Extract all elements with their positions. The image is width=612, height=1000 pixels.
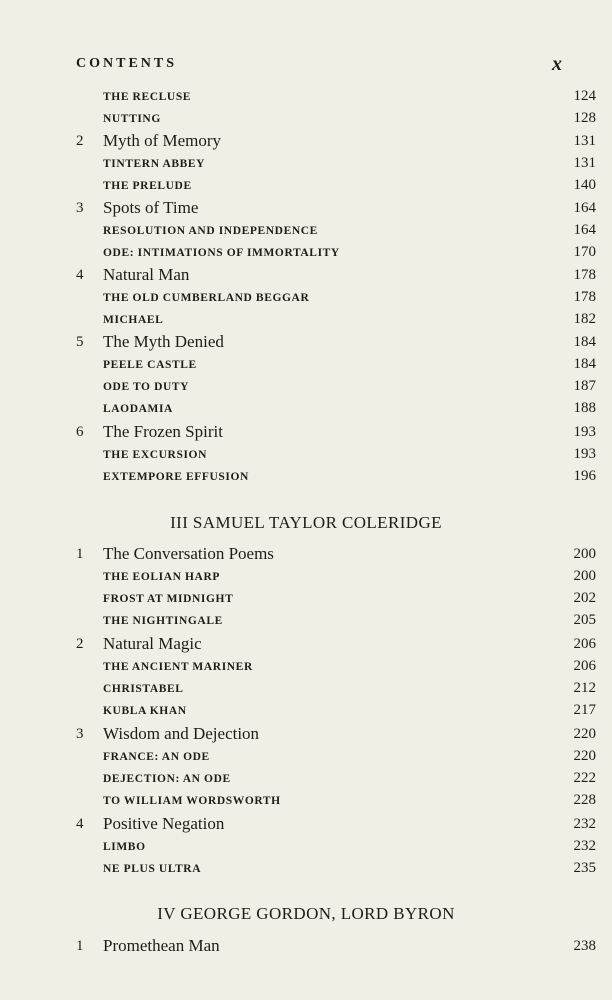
chapter-number: 3: [76, 200, 84, 216]
page-number: 164: [573, 222, 596, 238]
section-title: FROST AT MIDNIGHT: [103, 593, 234, 605]
section-title: THE ANCIENT MARINER: [103, 661, 253, 673]
section-entry: [0, 612, 612, 634]
chapter-entry: [0, 332, 612, 354]
page-number: 170: [573, 244, 596, 260]
page-number: 131: [573, 133, 596, 149]
chapter-title: Wisdom and Dejection: [103, 724, 260, 743]
chapter-entry: [0, 422, 612, 444]
section-title: TINTERN ABBEY: [103, 158, 206, 170]
section-title: THE NIGHTINGALE: [103, 615, 223, 627]
chapter-title: The Myth Denied: [103, 332, 224, 351]
chapter-title: Natural Man: [103, 265, 190, 284]
section-entry: [0, 468, 612, 490]
chapter-entry: [0, 936, 612, 958]
page-number: 235: [573, 860, 596, 876]
section-entry: [0, 155, 612, 177]
section-title: MICHAEL: [103, 314, 164, 326]
chapter-entry: [0, 634, 612, 656]
roman-page-number: x: [552, 53, 562, 75]
chapter-title: Spots of Time: [103, 198, 199, 217]
page-number: 222: [573, 770, 596, 786]
section-title: THE EOLIAN HARP: [103, 571, 220, 583]
chapter-entry: [0, 724, 612, 746]
section-title: RESOLUTION AND INDEPENDENCE: [103, 225, 318, 237]
page-number: 238: [573, 938, 596, 954]
page-number: 193: [573, 424, 596, 440]
section-title: LAODAMIA: [103, 403, 173, 415]
section-title: DEJECTION: AN ODE: [103, 773, 231, 785]
chapter-number: 5: [76, 334, 84, 350]
section-entry: [0, 838, 612, 860]
page-number: 182: [573, 311, 596, 327]
page-number: 206: [573, 658, 596, 674]
section-title: KUBLA KHAN: [103, 705, 187, 717]
chapter-number: 1: [76, 938, 84, 954]
section-entry: [0, 311, 612, 333]
contents-title: CONTENTS: [76, 56, 178, 71]
chapter-number: 2: [76, 133, 84, 149]
chapter-entry: [0, 814, 612, 836]
section-entry: [0, 446, 612, 468]
section-title: FRANCE: AN ODE: [103, 751, 210, 763]
chapter-title: Natural Magic: [103, 634, 202, 653]
page-header: [76, 53, 562, 76]
page-number: 164: [573, 200, 596, 216]
section-entry: [0, 748, 612, 770]
section-entry: [0, 770, 612, 792]
section-entry: [0, 590, 612, 612]
page-number: 178: [573, 289, 596, 305]
section-entry: [0, 222, 612, 244]
chapter-number: 6: [76, 424, 84, 440]
page-number: 178: [573, 267, 596, 283]
section-entry: [0, 658, 612, 680]
page-number: 232: [573, 816, 596, 832]
section-title: LIMBO: [103, 841, 146, 853]
chapter-number: 1: [76, 546, 84, 562]
page-number: 206: [573, 636, 596, 652]
part-heading: IV GEORGE GORDON, LORD BYRON: [157, 904, 455, 923]
section-title: NUTTING: [103, 113, 161, 125]
chapter-entry: [0, 131, 612, 153]
page-number: 128: [573, 110, 596, 126]
section-title: CHRISTABEL: [103, 683, 184, 695]
section-title: ODE TO DUTY: [103, 381, 190, 393]
section-entry: [0, 400, 612, 422]
page-number: 193: [573, 446, 596, 462]
chapter-title: Promethean Man: [103, 936, 220, 955]
section-entry: [0, 110, 612, 132]
chapter-entry: [0, 265, 612, 287]
section-title: THE OLD CUMBERLAND BEGGAR: [103, 292, 310, 304]
chapter-title: Myth of Memory: [103, 131, 222, 150]
section-entry: [0, 568, 612, 590]
section-title: THE PRELUDE: [103, 180, 192, 192]
section-title: TO WILLIAM WORDSWORTH: [103, 795, 281, 807]
section-entry: [0, 792, 612, 814]
page-number: 228: [573, 792, 596, 808]
page-number: 200: [573, 546, 596, 562]
section-title: THE EXCURSION: [103, 449, 207, 461]
chapter-entry: [0, 544, 612, 566]
chapter-title: The Frozen Spirit: [103, 422, 223, 441]
chapter-number: 4: [76, 267, 84, 283]
chapter-number: 4: [76, 816, 84, 832]
section-entry: [0, 289, 612, 311]
section-entry: [0, 356, 612, 378]
page-number: 131: [573, 155, 596, 171]
section-title: ODE: INTIMATIONS OF IMMORTALITY: [103, 247, 340, 259]
chapter-title: Positive Negation: [103, 814, 225, 833]
section-entry: [0, 702, 612, 724]
page-number: 200: [573, 568, 596, 584]
chapter-title: The Conversation Poems: [103, 544, 274, 563]
page-number: 184: [573, 356, 596, 372]
page-number: 184: [573, 334, 596, 350]
chapter-entry: [0, 198, 612, 220]
chapter-number: 2: [76, 636, 84, 652]
section-entry: [0, 88, 612, 110]
page-number: 188: [573, 400, 596, 416]
page-number: 212: [573, 680, 596, 696]
chapter-number: 3: [76, 726, 84, 742]
section-title: EXTEMPORE EFFUSION: [103, 471, 249, 483]
section-title: THE RECLUSE: [103, 91, 192, 103]
page-number: 217: [573, 702, 596, 718]
page-number: 202: [573, 590, 596, 606]
page-number: 140: [573, 177, 596, 193]
page-number: 220: [573, 726, 596, 742]
section-entry: [0, 244, 612, 266]
part-heading: III SAMUEL TAYLOR COLERIDGE: [170, 513, 442, 532]
page-number: 196: [573, 468, 596, 484]
section-entry: [0, 680, 612, 702]
page-number: 124: [573, 88, 596, 104]
page-number: 220: [573, 748, 596, 764]
section-title: PEELE CASTLE: [103, 359, 197, 371]
section-title: NE PLUS ULTRA: [103, 863, 202, 875]
page-number: 187: [573, 378, 596, 394]
page-number: 205: [573, 612, 596, 628]
section-entry: [0, 177, 612, 199]
page-number: 232: [573, 838, 596, 854]
section-entry: [0, 378, 612, 400]
section-entry: [0, 860, 612, 882]
